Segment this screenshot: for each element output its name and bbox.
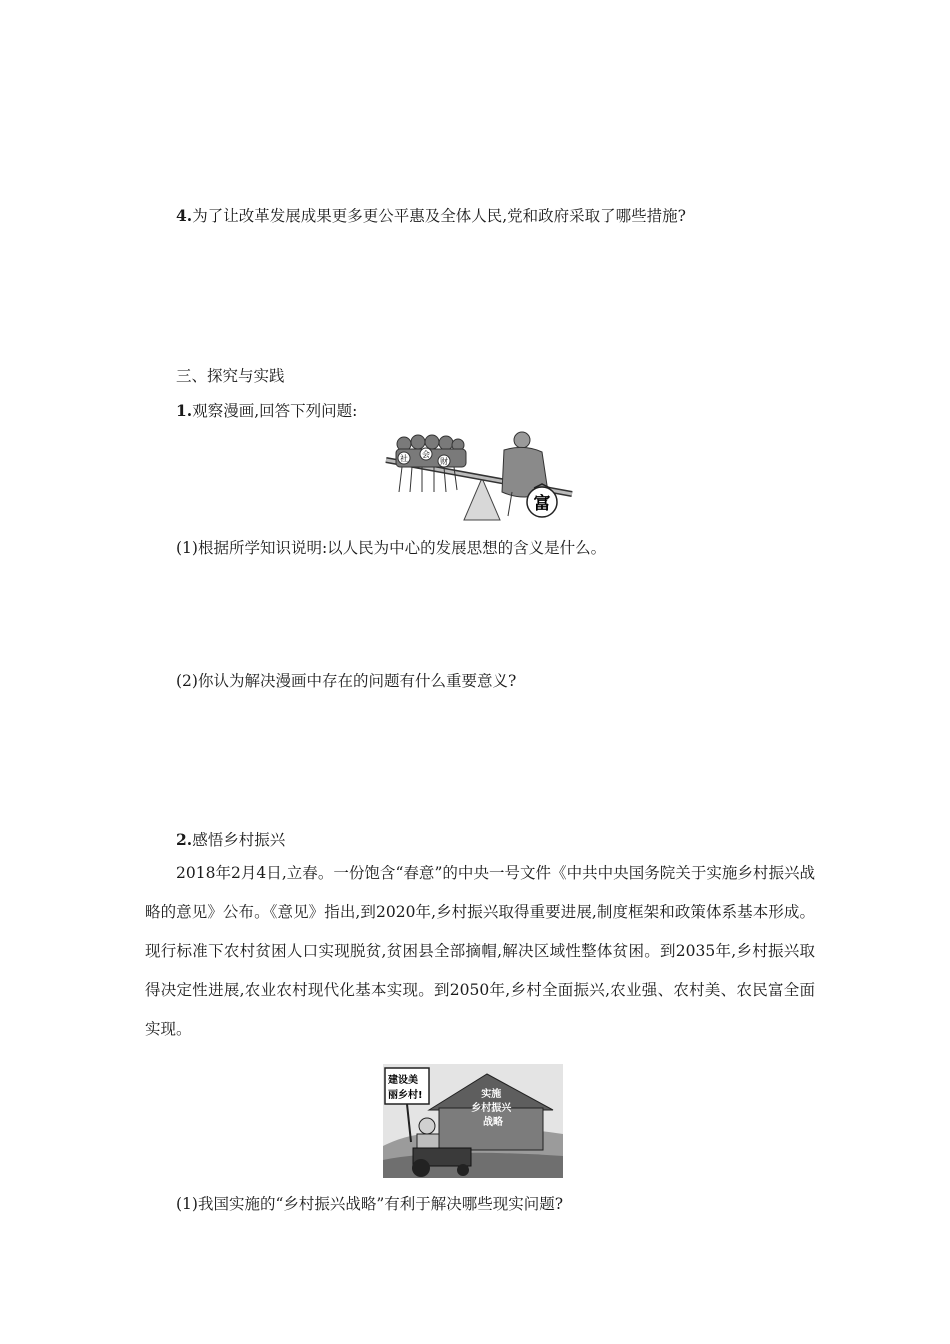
subquestion-2: (2)你认为解决漫画中存在的问题有什么重要意义?: [176, 672, 517, 690]
question-number: 1.: [176, 401, 193, 420]
question-text: 观察漫画,回答下列问题:: [192, 402, 358, 420]
rural-revitalization-image: [383, 1064, 563, 1178]
question-title: 感悟乡村振兴: [192, 831, 286, 849]
subquestion-1: (1)根据所学知识说明:以人民为中心的发展思想的含义是什么。: [176, 539, 607, 557]
question-text: 为了让改革发展成果更多更公平惠及全体人民,党和政府采取了哪些措施?: [192, 207, 686, 225]
cartoon-char: 社: [400, 454, 408, 463]
cartoon-seesaw: [382, 430, 582, 525]
house-text: 实施 乡村振兴 战略: [471, 1089, 512, 1128]
question-2: [176, 828, 285, 850]
question-1: [176, 399, 357, 421]
tractor-wheel-icon: [412, 1159, 430, 1177]
sign-text: 建设美 丽乡村!: [388, 1075, 423, 1101]
tractor-wheel-icon: [457, 1164, 469, 1176]
reading-paragraph: 2018年2月4日,立春。一份饱含“春意”的中央一号文件《中共中央国务院关于实施乡村振兴战略的意见》公布。《意见》指出,到2020年,乡村振兴取得重要进展,制度框架和政策体系基本形成。现行标准下农村贫困人口实现脱贫,贫困县全部摘帽,解决区域性整体贫困。到2035年,乡村振兴取得决定性进展,农业农村现代化基本实现。到2050年,乡村全面振兴,农业强、农村美、农民富全面实现。: [145, 864, 815, 1038]
cartoon-char: 会: [422, 450, 430, 459]
q2-subquestion-1: (1)我国实施的“乡村振兴战略”有利于解决哪些现实问题?: [176, 1195, 564, 1213]
cartoon-char: 财: [440, 457, 448, 466]
question-number: 4.: [176, 206, 193, 225]
question-number: 2.: [176, 830, 193, 849]
section-heading: 三、探究与实践: [176, 367, 285, 385]
question-4: [176, 204, 686, 226]
cartoon-char: 富: [533, 494, 551, 514]
